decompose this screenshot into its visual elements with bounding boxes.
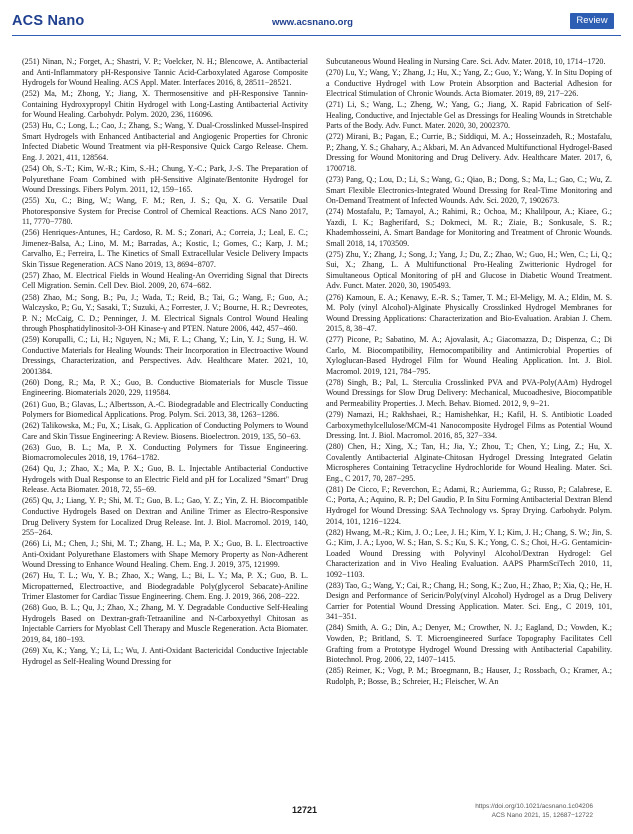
journal-url[interactable]: www.acsnano.org	[272, 17, 353, 28]
reference-entry: (274) Mostafalu, P.; Tamayol, A.; Rahimi, R.; Ochoa, M.; Khalilpour, A.; Kiaee, G.; Yazdi, I. K.; Bagherifard, S.; Dokmeci, M. R.; Ziaie, B.; Sonkusale, S. R.; Khademhosseini, A. Smart Bandage for Monitoring and Treatment of Chronic Wounds. Small 2018, 14, 1703509.	[326, 207, 612, 248]
reference-entry: (278) Singh, B.; Pal, L. Sterculia Crosslinked PVA and PVA-Poly(AAm) Hydrogel Wound Dressings for Slow Drug Delivery: Mechanical, Mucoadhesive, Biocompatible and Permeability Properties. J. Mech. Behav. Biomed. 2012, 9, 9−21.	[326, 377, 612, 408]
section-badge: Review	[570, 13, 614, 29]
reference-entry: (259) Korupalli, C.; Li, H.; Nguyen, N.; Mi, F. L.; Chang, Y.; Lin, Y. J.; Sung, H. W. Conductive Materials for Healing Wounds: Their Incorporation in Electroactive Wound Dressings, Characterization, and Perspectives. Adv. Healthcare Mater. 2021, 10, 2001384.	[22, 335, 308, 376]
reference-entry: (261) Guo, B.; Glavas, L.; Albertsson, A.-C. Biodegradable and Electrically Conducting Polymers for Biomedical Applications. Prog. Polym. Sci. 2013, 38, 1263−1286.	[22, 399, 308, 420]
reference-entry: (262) Talikowska, M.; Fu, X.; Lisak, G. Application of Conducting Polymers to Wound Care and Skin Tissue Engineering: A Review. Biosens. Bioelectron. 2019, 135, 50−63.	[22, 421, 308, 441]
reference-entry: (275) Zhu, Y.; Zhang, J.; Song, J.; Yang, J.; Du, Z.; Zhao, W.; Guo, H.; Wen, C.; Li, Q.; Sui, X.; Zhang, L. A Multifunctional Pro-Healing Zwitterionic Hydrogel for Simultaneous Optical Monitoring of pH and Glucose in Diabetic Wound Treatment. Adv. Funct. Mater. 2020, 30, 1905493.	[326, 249, 612, 291]
reference-entry: (276) Kamoun, E. A.; Kenawy, E.-R. S.; Tamer, T. M.; El-Meligy, M. A.; Eldin, M. S. M. Poly (vinyl Alcohol)-Alginate Physically Crosslinked Hydrogel Membranes for Wound Dressing Applications: Characterization and Bio-Evaluation. Arabian J. Chem. 2015, 8, 38−47.	[326, 292, 612, 334]
reference-entry: (281) De Cicco, F.; Reverchon, E.; Adami, R.; Auriemma, G.; Russo, P.; Calabrese, E. C.; Porta, A.; Aquino, R. P.; Del Gaudio, P. In Situ Forming Antibacterial Dextran Blend Hydrogel for Wound Dressing: SAA Technology vs. Spray Drying. Carbohydr. Polym. 2014, 101, 1216−1224.	[326, 484, 612, 526]
reference-entry: (267) Hu, T. L.; Wu, Y. B.; Zhao, X.; Wang, L.; Bi, L. Y.; Ma, P. X.; Guo, B. L. Micropatterned, Electroactive, and Biodegradable Poly(glycerol Sebacate)-Aniline Trimer Elastomer for Cardiac Tissue Engineering. Chem. Eng. J. 2019, 366, 208−222.	[22, 571, 308, 602]
page-header	[0, 0, 633, 52]
reference-entry: (271) Li, S.; Wang, L.; Zheng, W.; Yang, G.; Jiang, X. Rapid Fabrication of Self-Healing, Conductive, and Injectable Gel as Dressings for Healing Wounds in Stretchable Parts of the Body. Adv. Funct. Mater. 2020, 30, 2002370.	[326, 100, 612, 131]
reference-entry: (266) Li, M.; Chen, J.; Shi, M. T.; Zhang, H. L.; Ma, P. X.; Guo, B. L. Electroactive Anti-Oxidant Polyurethane Elastomers with Shape Memory Property as Non-Adherent Wound Dressing to Enhance Wound Healing. Chem. Eng. J. 2019, 375, 121999.	[22, 539, 308, 570]
reference-entry: (255) Xu, C.; Bing, W.; Wang, F. M.; Ren, J. S.; Qu, X. G. Versatile Dual Photoresponsive System for Precise Control of Chemical Reactions. ACS Nano 2017, 11, 7770−7780.	[22, 196, 308, 227]
reference-entry: (273) Pang, Q.; Lou, D.; Li, S.; Wang, G.; Qiao, B.; Dong, S.; Ma, L.; Gao, C.; Wu, Z. Smart Flexible Electronics-Integrated Wound Dressing for Real-Time Monitoring and On-Demand Treatment of Infected Wounds. Adv. Sci. 2020, 7, 1902673.	[326, 175, 612, 206]
reference-entry: (253) Hu, C.; Long, L.; Cao, J.; Zhang, S.; Wang, Y. Dual-Crosslinked Mussel-Inspired Smart Hydrogels with Enhanced Antibacterial and Angiogenic Properties for Chronic Infected Diabetic Wound Treatment via pH-Responsive Quick Cargo Release. Chem. Eng. J. 2021, 411, 128564.	[22, 121, 308, 162]
reference-entry: (268) Guo, B. L.; Qu, J.; Zhao, X.; Zhang, M. Y. Degradable Conductive Self-Healing Hydrogels Based on Dextran-graft-Tetraaniline and N-Carboxyethyl Chitosan as Injectable Carriers for Myoblast Cell Therapy and Muscle Regeneration. Acta Biomater. 2019, 84, 180−193.	[22, 603, 308, 645]
reference-entry: (280) Chen, H.; Xing, X.; Tan, H.; Jia, Y.; Zhou, T.; Chen, Y.; Ling, Z.; Hu, X. Covalently Antibacterial Alginate-Chitosan Hydrogel Dressing Integrated Gelatin Microspheres Containing Tetracycline Hydrochloride for Wound Healing. Mater. Sci. Eng., C 2017, 70, 287−295.	[326, 442, 612, 483]
reference-entry: (260) Dong, R.; Ma, P. X.; Guo, B. Conductive Biomaterials for Muscle Tissue Engineering. Biomaterials 2020, 229, 119584.	[22, 377, 308, 398]
reference-entry: (279) Namazi, H.; Rakhshaei, R.; Hamishehkar, H.; Kafil, H. S. Antibiotic Loaded Carboxymethylcellulose/MCM-41 Nanocomposite Hydrogel Films as Potential Wound Dressing. Int. J. Biol. Macromol. 2016, 85, 327−334.	[326, 410, 612, 441]
reference-entry: (251) Ninan, N.; Forget, A.; Shastri, V. P.; Voelcker, N. H.; Blencowe, A. Antibacterial and Anti-Inflammatory pH-Responsive Tannic Acid-Carboxylated Agarose Composite Hydrogels for Wound Healing. ACS Appl. Mater. Interfaces 2016, 8, 28511−28521.	[22, 57, 308, 88]
reference-entry: (269) Xu, K.; Yang, Y.; Li, L.; Wu, J. Anti-Oxidant Bactericidal Conductive Injectable Hydrogel as Self-Healing Wound Dressing for	[22, 646, 308, 666]
page-footer	[0, 801, 633, 831]
reference-entry: (264) Qu, J.; Zhao, X.; Ma, P. X.; Guo, B. L. Injectable Antibacterial Conductive Hydrogels with Dual Response to an Electric Field and pH for Localized "Smart" Drug Release. Acta Biomater. 2018, 72, 55−69.	[22, 464, 308, 495]
reference-entry: (270) Lu, Y.; Wang, Y.; Zhang, J.; Hu, X.; Yang, Z.; Guo, Y.; Wang, Y. In Situ Doping of a Conductive Hydrogel with Low Protein Absorption and Bacterial Adhesion for Electrical Stimulation of Chronic Wounds. Acta Biomater. 2019, 89, 217−226.	[326, 68, 612, 99]
reference-entry: (256) Henriques-Antunes, H.; Cardoso, R. M. S.; Zonari, A.; Correia, J.; Leal, E. C.; Jimenez-Balsa, A.; Lino, M. M.; Barradas, A.; Kostic, I.; Gomes, C.; Karp, J. M.; Carvalho, E.; Ferreira, L. The Kinetics of Small Extracellular Vesicle Delivery Impacts Skin Tissue Regeneration. ACS Nano 2019, 13, 8694−8707.	[22, 228, 308, 269]
reference-entry: (258) Zhao, M.; Song, B.; Pu, J.; Wada, T.; Reid, B.; Tai, G.; Wang, F.; Guo, A.; Walczysko, P.; Gu, Y.; Sasaki, T.; Suzuki, A.; Forrester, J. V.; Bourne, H. R.; Devreotes, P. N.; McCaig, C. D.; Penninger, J. M. Electrical Signals Control Wound Healing through Phosphatidylinositol-3-OH Kinase-γ and PTEN. Nature 2006, 442, 457−460.	[22, 292, 308, 334]
doi-link[interactable]: https://doi.org/10.1021/acsnano.1c04206	[475, 803, 593, 810]
reference-entry: (282) Hwang, M.-R.; Kim, J. O.; Lee, J. H.; Kim, Y. I.; Kim, J. H.; Chang, S. W.; Jin, S. G.; Kim, J. A.; Lyoo, W. S.; Han, S. S.; Ku, S. K.; Yong, C. S.; Choi, H.-G. Gentamicin-Loaded Wound Dressing with Polyvinyl Alcohol/Dextran Hydrogel: Gel Characterization and in Vivo Healing Evaluation. AAPS PharmSciTech 2010, 11, 1092−1103.	[326, 527, 612, 579]
references-left-column	[22, 57, 308, 668]
reference-entry: (285) Reimer, K.; Vogt, P. M.; Broegmann, B.; Hauser, J.; Rossbach, O.; Kramer, A.; Rudolph, P.; Bosse, B.; Schreier, H.; Fleischer, W. An	[326, 666, 612, 686]
reference-entry: (283) Tao, G.; Wang, Y.; Cai, R.; Chang, H.; Song, K.; Zuo, H.; Zhao, P.; Xia, Q.; He, H. Design and Performance of Sericin/Poly(vinyl Alcohol) Hydrogel as a Drug Delivery Carrier for Potential Wound Dressing Application. Mater. Sci. Eng., C 2019, 101, 341−351.	[326, 580, 612, 622]
journal-name[interactable]: ACS Nano	[12, 13, 85, 29]
reference-entry: (277) Picone, P.; Sabatino, M. A.; Ajovalasit, A.; Giacomazza, D.; Dispenza, C.; Di Carlo, M. Biocompatibility, Hemocompatibility and Antimicrobial Properties of Xyloglucan-Based Hydrogel Film for Wound Healing Application. Int. J. Biol. Macromol. 2019, 121, 784−795.	[326, 335, 612, 376]
reference-entry: (257) Zhao, M. Electrical Fields in Wound Healing-An Overriding Signal that Directs Cell Migration. Semin. Cell Dev. Biol. 2009, 20, 674−682.	[22, 270, 308, 291]
reference-entry: (254) Oh, S.-T.; Kim, W.-R.; Kim, S.-H.; Chung, Y.-C.; Park, J.-S. The Preparation of Polyurethane Foam Combined with pH-Sensitive Alginate/Bentonite Hydrogel for Wound Dressings. Fibers Polym. 2011, 12, 159−165.	[22, 163, 308, 195]
references-right-column	[326, 57, 612, 688]
reference-entry: (252) Ma, M.; Zhong, Y.; Jiang, X. Thermosensitive and pH-Responsive Tannin-Containing Hydroxypropyl Chitin Hydrogel with Long-Lasting Antibacterial Activity for Wound Healing. Carbohydr. Polym. 2020, 236, 116096.	[22, 89, 308, 120]
reference-entry: Subcutaneous Wound Healing in Nursing Care. Sci. Adv. Mater. 2018, 10, 1714−1720.	[326, 57, 606, 66]
reference-entry: (272) Mirani, B.; Pagan, E.; Currie, B.; Siddiqui, M. A.; Hosseinzadeh, R.; Mostafalu, P.; Zhang, Y. S.; Ghahary, A.; Akbari, M. An Advanced Multifunctional Hydrogel-Based Dressing for Wound Monitoring and Drug Delivery. Adv. Healthcare Mater. 2017, 6, 1700718.	[326, 132, 612, 173]
reference-entry: (263) Guo, B. L.; Ma, P. X. Conducting Polymers for Tissue Engineering. Biomacromolecules 2018, 19, 1764−1782.	[22, 442, 308, 463]
reference-entry: (284) Smith, A. G.; Din, A.; Denyer, M.; Crowther, N. J.; Eagland, D.; Vowden, K.; Vowden, P.; Britland, S. T. Microengineered Surface Topography Facilitates Cell Grafting from a Prototype Hydrogel Wound Dressing with Antibacterial Capability. Biotechnol. Prog. 2006, 22, 1407−1415.	[326, 623, 612, 665]
page-number: 12721	[292, 805, 318, 815]
article-citation: ACS Nano 2021, 15, 12687−12722	[491, 812, 593, 819]
header-rule	[12, 35, 621, 36]
reference-entry: (265) Qu, J.; Liang, Y. P.; Shi, M. T.; Guo, B. L.; Gao, Y. Z.; Yin, Z. H. Biocompatible Conductive Hydrogels Based on Dextran and Aniline Trimer as Electro-Responsive Drug Delivery System for Localized Drug Release. Int. J. Biol. Macromol. 2019, 140, 255−264.	[22, 496, 308, 538]
